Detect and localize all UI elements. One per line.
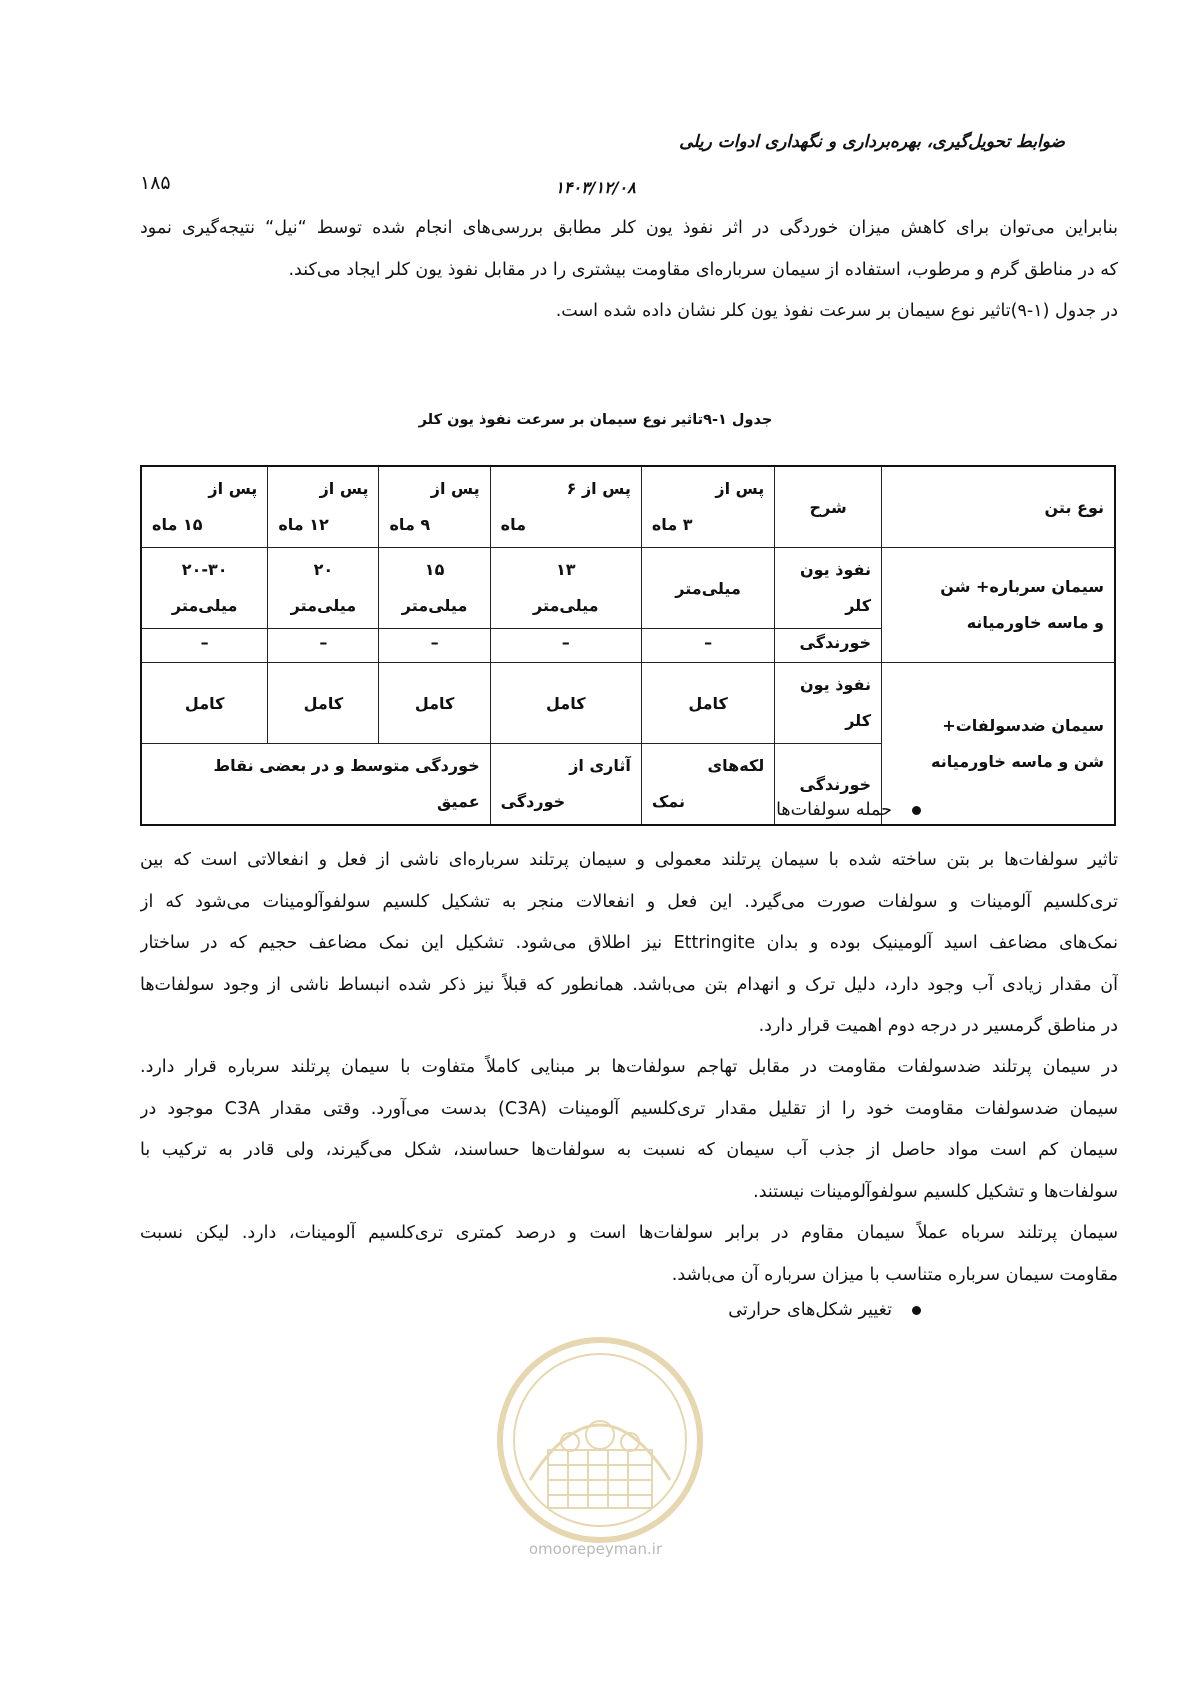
header-cell: نوع بتن <box>882 466 1115 548</box>
desc-cell: نفوذ یون کلر <box>775 663 882 744</box>
value-cell: کامل <box>379 663 490 744</box>
sulfate-paragraph-2 <box>140 1047 1118 1213</box>
value-cell: میلی‌متر <box>641 548 774 629</box>
value-cell: آثاری از خوردگی <box>490 744 641 826</box>
value-cell: خوردگی متوسط و در بعضی نقاط عمیق <box>141 744 490 826</box>
watermark-url: omoorepeyman.ir <box>528 1540 663 1558</box>
text-line: بنابراین می‌توان برای کاهش میزان خوردگی در اثر نفوذ یون کلر مطابق بررسی‌های انجام شده توسط “نیل“ نتیجه‌گیری نمود <box>140 218 1118 238</box>
intro-paragraph <box>140 208 1118 333</box>
desc-cell: خورندگی <box>775 744 882 826</box>
text-line: تری‌کلسیم آلومینات و سولفات صورت می‌گیرد. این فعل و انفعالات منجر به تشکیل کلسیم سولفوآلومینات می‌شود که از <box>140 891 1118 912</box>
table-row <box>141 663 1115 744</box>
value-cell: ۲۰-۳۰ میلی‌متر <box>141 548 268 629</box>
value-cell: کامل <box>268 663 379 744</box>
header-cell: پس از ۱۵ ماه <box>141 466 268 548</box>
value-cell: ۲۰ میلی‌متر <box>268 548 379 629</box>
text-line: سولفات‌ها و تشکیل کلسیم سولفوآلومینات نیستند. <box>753 1181 1118 1202</box>
value-cell: کامل <box>641 663 774 744</box>
watermark-seal-logo <box>490 1330 710 1550</box>
header-cell: پس از ۱۲ ماه <box>268 466 379 548</box>
text-line: سیمان کم است مواد حاصل از جذب آب سیمان که نسبت به سولفات‌ها حساسند، شکل می‌گیرند، ولی قادر به ترکیب با <box>140 1140 1118 1160</box>
text-line: تاثیر سولفات‌ها بر بتن ساخته شده با سیمان پرتلند معمولی و سیمان پرتلند سرباره‌ای ناشی از فعل و انفعالاتی است که بین <box>140 850 1118 870</box>
value-cell: – <box>268 629 379 663</box>
table-caption: جدول ۱-۹تاثیر نوع سیمان بر سرعت نفوذ یون کلر <box>418 412 773 428</box>
value-cell: – <box>379 629 490 663</box>
value-cell: ۱۵ میلی‌متر <box>379 548 490 629</box>
text-line: مقاومت سیمان سرباره متناسب با میزان سرباره آن می‌باشد. <box>671 1264 1118 1285</box>
value-cell: – <box>490 629 641 663</box>
table-header-row <box>141 466 1115 548</box>
text-line: در مناطق گرمسیر در درجه دوم اهمیت قرار دارد. <box>758 1016 1118 1036</box>
value-cell: کامل <box>490 663 641 744</box>
header-cell: شرح <box>775 466 882 548</box>
cement-comparison-table <box>140 465 1116 826</box>
page-date: ۱۴۰۳/۱۲/۰۸ <box>555 178 636 197</box>
desc-cell: نفوذ یون کلر <box>775 548 882 629</box>
sulfate-paragraph-3 <box>140 1213 1118 1296</box>
bullet-dot-icon <box>912 806 921 815</box>
page-number: ۱۸۵ <box>140 172 171 194</box>
section-bullet-thermal-deformation: تغییر شکل‌های حرارتی <box>728 1300 921 1320</box>
sulfate-paragraph-1 <box>140 840 1118 1048</box>
text-line: که در مناطق گرم و مرطوب، استفاده از سیمان سرباره‌ای مقاومت بیشتری را در مقابل نفوذ یون کلر ایجاد می‌کند. <box>288 259 1118 280</box>
text-line: سیمان ضدسولفات مقاومت خود را از تقلیل مقدار تری‌کلسیم آلومینات (C3A) بدست می‌آورد. وقتی مقدار C3A موجود در <box>140 1098 1118 1119</box>
text-line: در جدول (۱-۹)تاثیر نوع سیمان بر سرعت نفوذ یون کلر نشان داده شده است. <box>555 301 1118 321</box>
text-line: سیمان پرتلند سرباه عملاً سیمان مقاوم در برابر سولفات‌ها است و درصد کمتری تری‌کلسیم آلومینات، دارد. لیکن نسبت <box>140 1223 1118 1243</box>
running-header-title: ضوابط تحویل‌گیری، بهره‌برداری و نگهداری ادوات ریلی <box>679 132 1065 152</box>
text-line: آن مقدار زیادی آب وجود دارد، دلیل ترک و انهدام بتن می‌باشد. همانطور که قبلاً نیز ذکر شده انبساط ناشی از وجود سولفات‌ها <box>140 974 1118 995</box>
header-cell: پس از ۹ ماه <box>379 466 490 548</box>
section-bullet-sulfate-attack: حمله سولفات‌ها <box>776 800 921 820</box>
bullet-dot-icon <box>912 1306 921 1315</box>
concrete-type-cell: سیمان سرباره+ شن و ماسه خاورمیانه <box>882 548 1115 663</box>
text-line: در سیمان پرتلند ضدسولفات مقاومت در مقابل تهاجم سولفات‌ها بر مبنایی کاملاً متفاوت با سیمان پرتلند سرباره قرار دارد. <box>140 1057 1118 1077</box>
value-cell: – <box>641 629 774 663</box>
table-row <box>141 548 1115 629</box>
concrete-type-cell: سیمان ضدسولفات+ شن و ماسه خاورمیانه <box>882 663 1115 826</box>
value-cell: ۱۳ میلی‌متر <box>490 548 641 629</box>
header-cell: پس از ۳ ماه <box>641 466 774 548</box>
header-cell: پس از ۶ ماه <box>490 466 641 548</box>
value-cell: لکه‌های نمک <box>641 744 774 826</box>
value-cell: کامل <box>141 663 268 744</box>
desc-cell: خورندگی <box>775 629 882 663</box>
value-cell: – <box>141 629 268 663</box>
text-line: نمک‌های مضاعف اسید آلومینیک بوده و بدان Ettringite نیز اطلاق می‌شود. تشکیل این نمک مضاعف حجیم که در ساختار <box>140 933 1118 953</box>
